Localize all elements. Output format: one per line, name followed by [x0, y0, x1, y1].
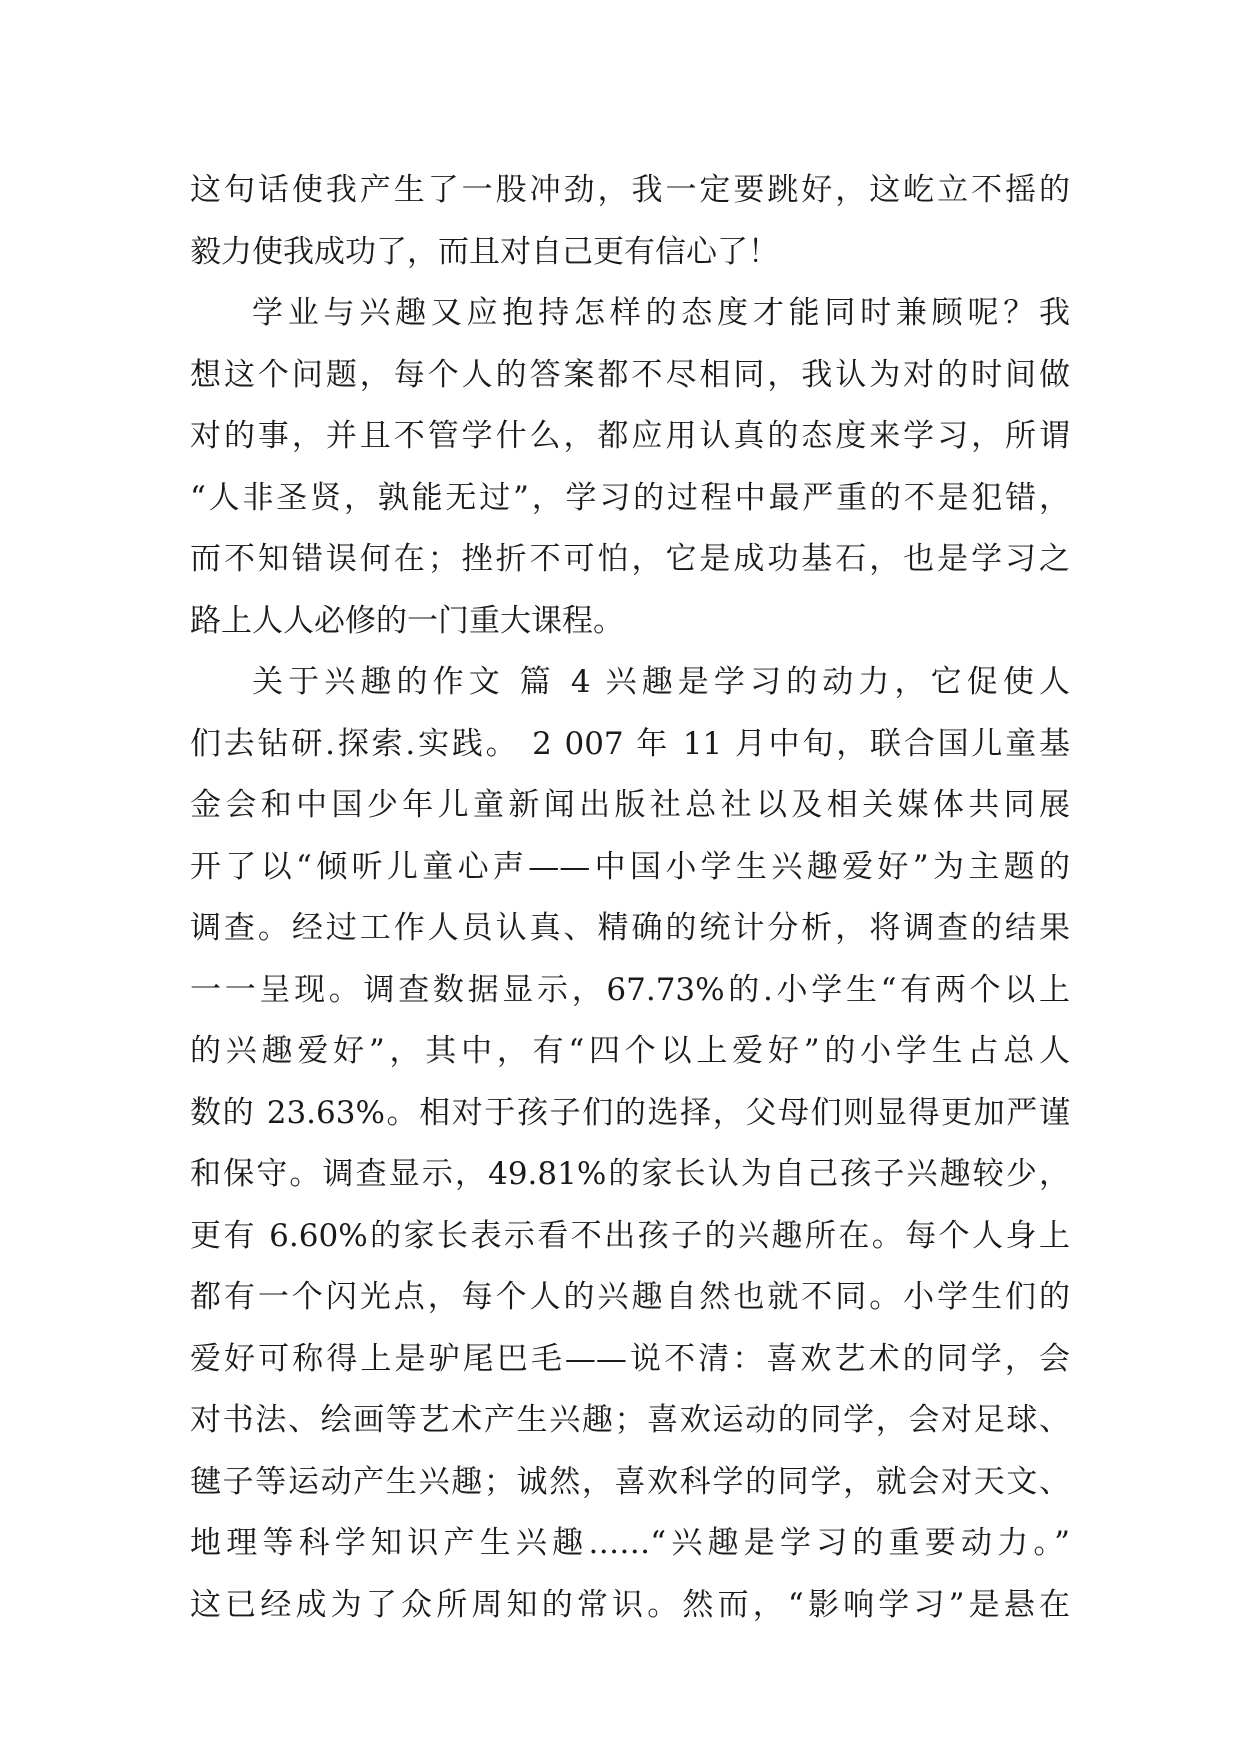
- text-line: 学业与兴趣又应抱持怎样的态度才能同时兼顾呢？我: [252, 295, 1070, 331]
- text-line: 对书法、绘画等艺术产生兴趣；喜欢运动的同学，会对足球、: [190, 1402, 1070, 1438]
- text-line: 一一呈现。调查数据显示，67.73%的.小学生“有两个以上: [190, 971, 1070, 1008]
- text-line: 这已经成为了众所周知的常识。然而，“影响学习”是悬在: [190, 1586, 1070, 1623]
- text-line: 和保守。调查显示，49.81%的家长认为自己孩子兴趣较少，: [190, 1156, 1070, 1192]
- text-line: 毅力使我成功了，而且对自己更有信心了！: [190, 233, 779, 270]
- text-line: 而不知错误何在；挫折不可怕，它是成功基石，也是学习之: [190, 541, 1070, 577]
- article-body: [190, 160, 1070, 1636]
- text-line: 更有 6.60%的家长表示看不出孩子的兴趣所在。每个人身上: [190, 1217, 1070, 1254]
- text-line: 的兴趣爱好”，其中，有“四个以上爱好”的小学生占总人: [190, 1033, 1070, 1069]
- text-line: 开了以“倾听儿童心声——中国小学生兴趣爱好”为主题的: [190, 848, 1070, 885]
- text-line: 们去钻研.探索.实践。 2 007 年 11 月中旬，联合国儿童基: [190, 725, 1070, 762]
- text-line: 对的事，并且不管学什么，都应用认真的态度来学习，所谓: [190, 418, 1070, 454]
- text-line: 想这个问题，每个人的答案都不尽相同，我认为对的时间做: [190, 356, 1070, 393]
- text-line: 数的 23.63%。相对于孩子们的选择，父母们则显得更加严谨: [190, 1094, 1070, 1131]
- text-line: 地理等科学知识产生兴趣……“兴趣是学习的重要动力。”: [190, 1525, 1070, 1561]
- text-line: 爱好可称得上是驴尾巴毛——说不清：喜欢艺术的同学，会: [190, 1340, 1070, 1377]
- text-line: 都有一个闪光点，每个人的兴趣自然也就不同。小学生们的: [190, 1279, 1070, 1315]
- text-line: 调查。经过工作人员认真、精确的统计分析，将调查的结果: [190, 910, 1070, 946]
- text-line: 路上人人必修的一门重大课程。: [190, 602, 624, 639]
- text-line: 这句话使我产生了一股冲劲，我一定要跳好，这屹立不摇的: [190, 172, 1070, 208]
- text-line: 毽子等运动产生兴趣；诚然，喜欢科学的同学，就会对天文、: [190, 1463, 1070, 1500]
- section-heading-line: 关于兴趣的作文 篇 4 兴趣是学习的动力，它促使人: [252, 664, 1070, 700]
- text-line: “人非圣贤，孰能无过”，学习的过程中最严重的不是犯错，: [190, 479, 1070, 516]
- text-line: 金会和中国少年儿童新闻出版社总社以及相关媒体共同展: [190, 787, 1070, 823]
